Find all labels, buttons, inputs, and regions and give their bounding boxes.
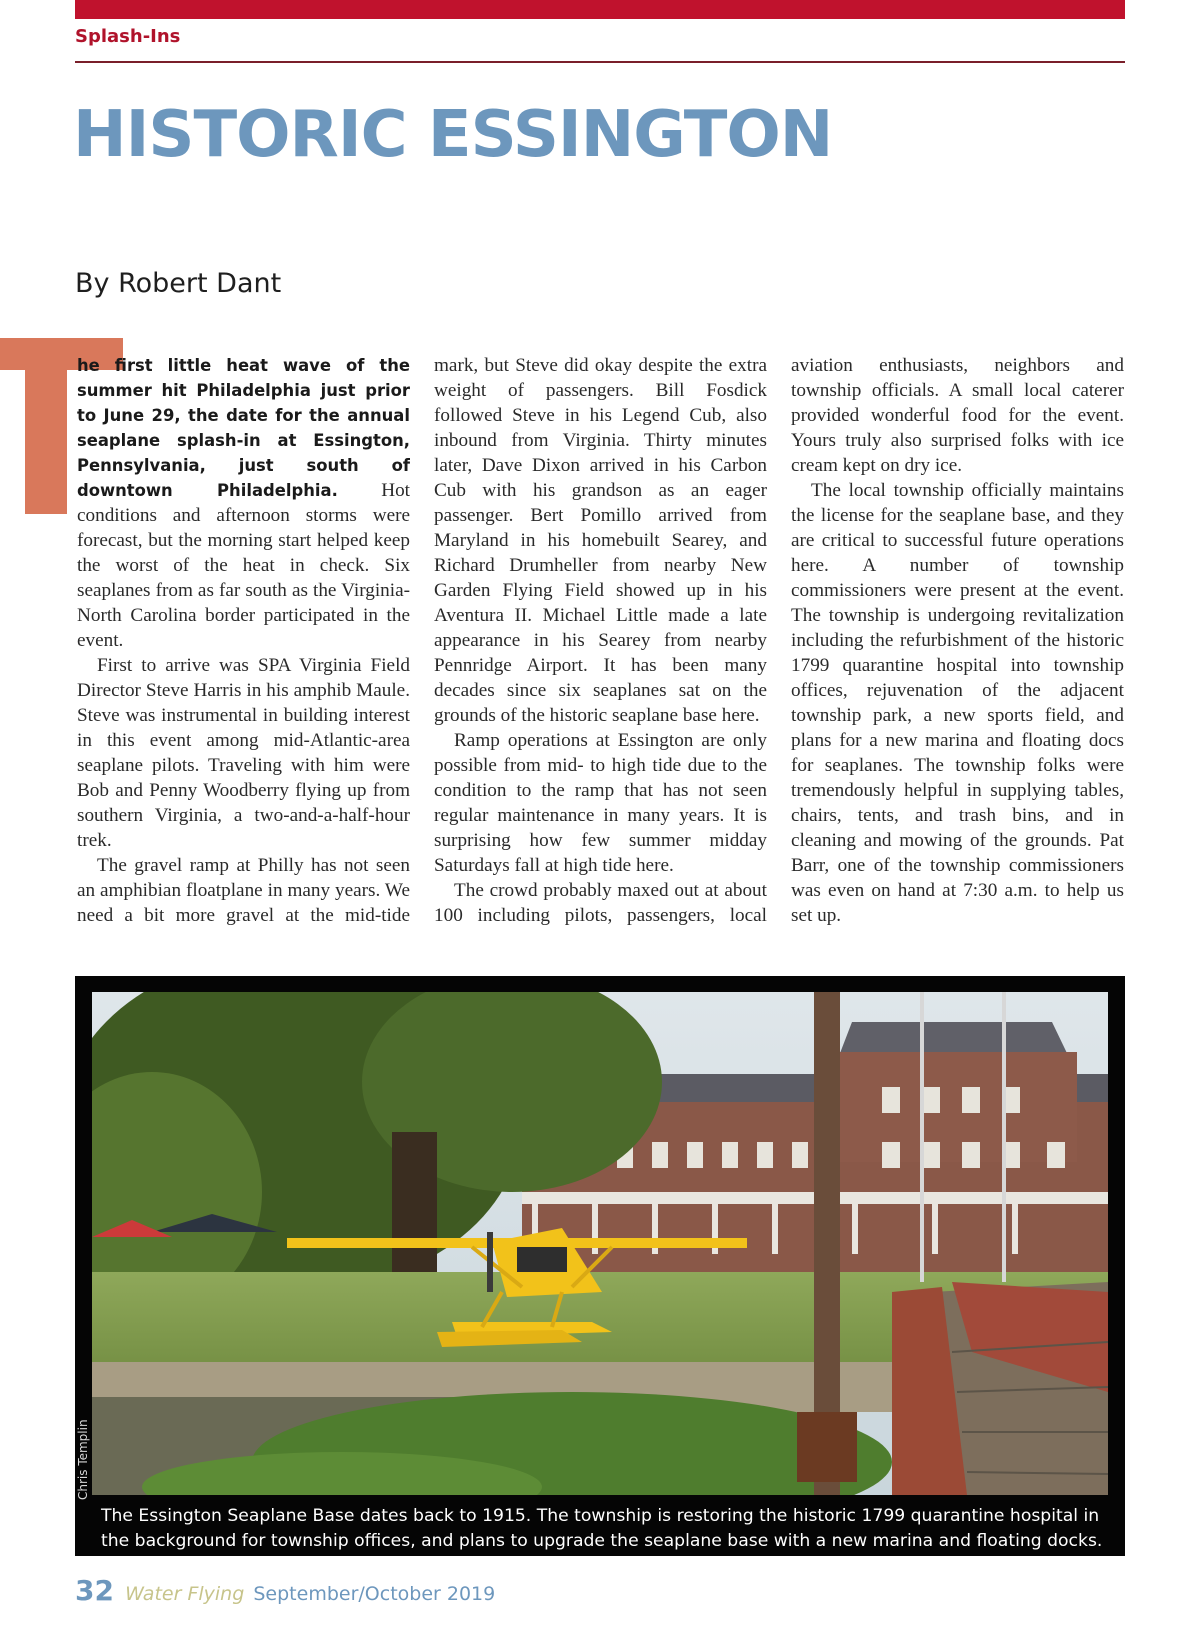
top-accent-bar bbox=[75, 0, 1125, 19]
paragraph: The local township officially maintains the license for the seaplane base, and they are critical to successful future operations here. A number of township commissioners were present at the event. The township is undergoing revitalization including the refurbishment of the historic 1799 quarantine hospital into township offices, rejuvenation of the adjacent township park, a new sports field, and plans for a new marina and floating docs for seaplanes. The township folks were tremendously helpful in supplying tables, chairs, tents, and trash bins, and in cleaning and mowing of the grounds. Pat Barr, one of the township commissioners was even on hand at 7:30 a.m. to help us set up. bbox=[791, 480, 1124, 926]
byline: By Robert Dant bbox=[75, 268, 282, 299]
paragraph: The crowd probably maxed out at about 100 including pilots, passengers, local bbox=[434, 880, 767, 926]
seaplane-base-photo bbox=[92, 992, 1108, 1495]
lead-text: he first little heat wave of the summer hit Philadelphia just prior to June 29, the date for the annual seaplane splash-in at Essington, Pennsylvania, just south of downtown Philadelphia. bbox=[77, 356, 410, 500]
magazine-name: Water Flying bbox=[125, 1583, 245, 1605]
paragraph-lead bbox=[77, 353, 410, 653]
paragraph: Ramp operations at Essington are only possible from mid- to high tide due to the condition to the ramp that has not seen regular maintenance in many years. It is surprising how few summer midday Saturdays fall at high tide here. bbox=[434, 730, 767, 876]
paragraph: mark, but Steve did okay despite the extra weight of passengers. Bill Fosdick followed Steve in his Legend Cub, also inbound from Virginia. Thirty minutes later, Dave Dixon arrived in his Carbon Cub with his grandson as an eager passenger. Bert Pomillo arrived from Maryland in his homebuilt Searey, and Richard Drumheller from nearby New Garden Flying Field showed up in his Aventura II. Michael Little made a late appearance in his Searey from nearby Pennridge Airport. It has been many decades since six seaplanes sat on the grounds of the historic seaplane base here. bbox=[434, 355, 767, 726]
article-column-3 bbox=[791, 353, 1124, 928]
paragraph: The gravel ramp at Philly has not seen an amphibian floatplane in many years. We need a bit more gravel at the mid-tide bbox=[77, 855, 410, 926]
page-footer bbox=[75, 1574, 495, 1607]
article-column-1 bbox=[77, 353, 410, 928]
section-label: Splash-Ins bbox=[75, 26, 181, 47]
photo-credit bbox=[76, 1480, 90, 1500]
page-number: 32 bbox=[75, 1574, 114, 1607]
header-rule bbox=[75, 61, 1125, 63]
lead-rest: Hot conditions and afternoon storms were forecast, but the morning start helped keep the worst of the heat in check. Six seaplanes from as far south as the Virginia-North Carolina border participated in the event. bbox=[77, 480, 410, 651]
photo-frame bbox=[75, 976, 1125, 1556]
article-title: HISTORIC ESSINGTON bbox=[73, 98, 833, 172]
issue-date: September/October 2019 bbox=[253, 1583, 496, 1605]
paragraph: First to arrive was SPA Virginia Field Director Steve Harris in his amphib Maule. Steve was instrumental in building interest in this event among mid-Atlantic-area seaplane pilots. Traveling with him were Bob and Penny Woodberry flying up from southern Virginia, a two-and-a-half-hour trek. bbox=[77, 655, 410, 851]
article-column-2 bbox=[434, 353, 767, 928]
photo-caption: The Essington Seaplane Base dates back to 1915. The township is restoring the historic 1799 quarantine hospital in the background for township offices, and plans to upgrade the seaplane base with a new marina and floating docks. bbox=[101, 1506, 1103, 1551]
paragraph: aviation enthusiasts, neighbors and township officials. A small local caterer provided wonderful food for the event. Yours truly also surprised folks with ice cream kept on dry ice. bbox=[791, 355, 1124, 476]
